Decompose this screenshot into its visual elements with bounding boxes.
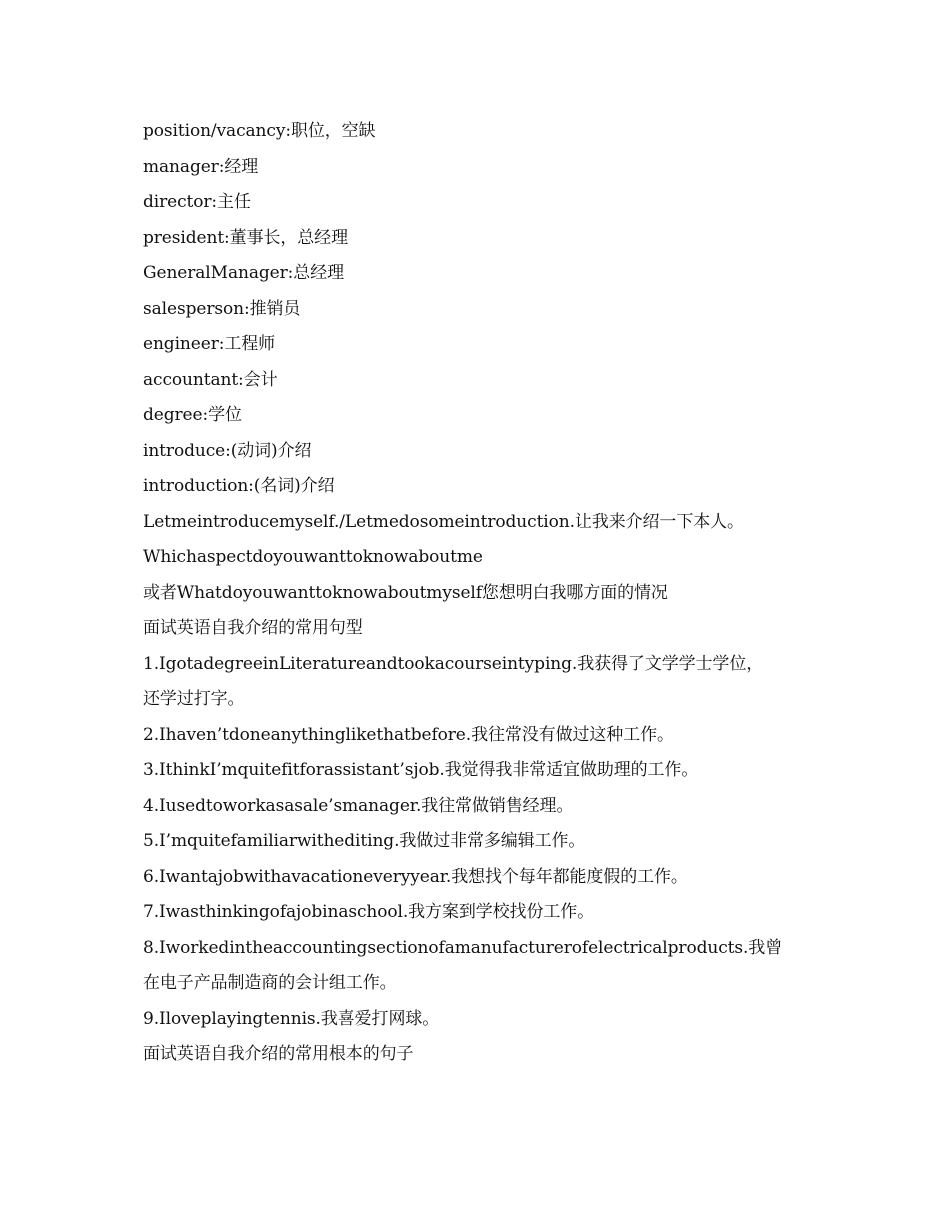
sentence-line-1: 1.IgotadegreeinLiteratureandtookacourseintyping.我获得了文学学士学位，: [143, 653, 764, 674]
sentence-line-8-continued: 在电子产品制造商的会计组工作。: [143, 973, 397, 993]
sentence-line-6: 6.Iwantajobwithavacationeveryyear.我想找个每年都能度假的工作。: [143, 866, 688, 887]
sentence-line-7: 7.Iwasthinkingofajobinaschool.我方案到学校找份工作。: [143, 902, 595, 922]
vocab-line-manager: manager:经理: [143, 156, 259, 177]
phrase-line-introduce-myself: Letmeintroducemyself./Letmedosomeintroduction.让我来介绍一下本人。: [143, 511, 744, 532]
section-heading-basic-sentences: 面试英语自我介绍的常用根本的句子: [143, 1044, 414, 1064]
sentence-line-5: 5.I’mquitefamiliarwithediting.我做过非常多编辑工作。: [143, 831, 586, 851]
vocab-line-president: president:董事长，总经理: [143, 227, 348, 248]
document-body: [143, 114, 813, 1073]
vocab-line-engineer: engineer:工程师: [143, 334, 276, 354]
sentence-line-8: 8.Iworkedintheaccountingsectionofamanufacturerofelectricalproducts.我曾: [143, 937, 783, 958]
vocab-line-salesperson: salesperson:推销员: [143, 298, 301, 319]
section-heading-sentence-patterns: 面试英语自我介绍的常用句型: [143, 618, 363, 638]
vocab-line-general-manager: GeneralManager:总经理: [143, 263, 344, 283]
vocab-line-accountant: accountant:会计: [143, 369, 278, 390]
phrase-line-what-do-you-want: 或者Whatdoyouwanttoknowaboutmyself您想明白我哪方面的情况: [143, 582, 668, 603]
vocab-line-degree: degree:学位: [143, 405, 242, 425]
sentence-line-9: 9.Iloveplayingtennis.我喜爱打网球。: [143, 1008, 440, 1029]
vocab-line-director: director:主任: [143, 192, 251, 212]
sentence-line-3: 3.IthinkI’mquitefitforassistant’sjob.我觉得我非常适宜做助理的工作。: [143, 760, 699, 780]
vocab-line-introduce: introduce:(动词)介绍: [143, 440, 312, 461]
vocab-line-introduction: introduction:(名词)介绍: [143, 476, 335, 496]
vocab-line-position: position/vacancy:职位，空缺: [143, 121, 376, 141]
phrase-line-which-aspect: Whichaspectdoyouwanttoknowaboutme: [143, 547, 483, 567]
sentence-line-1-continued: 还学过打字。: [143, 689, 245, 709]
sentence-line-2: 2.Ihaven’tdoneanythinglikethatbefore.我往常没有做过这种工作。: [143, 724, 674, 745]
sentence-line-4: 4.Iusedtoworkasasale’smanager.我往常做销售经理。: [143, 795, 574, 816]
